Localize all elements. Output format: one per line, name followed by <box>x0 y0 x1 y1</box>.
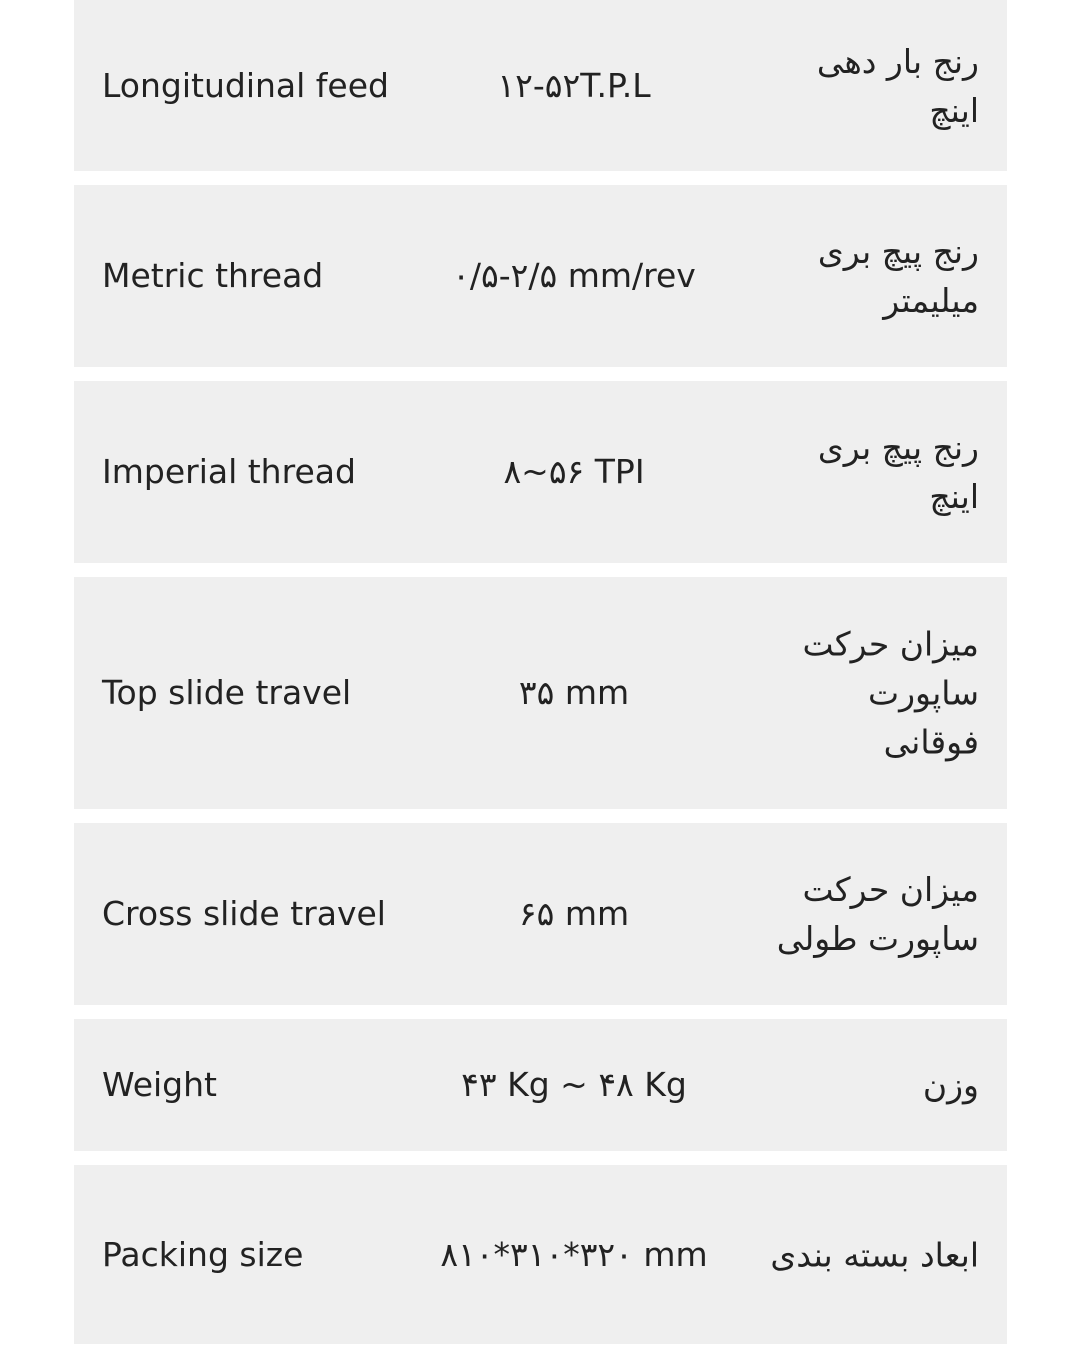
spec-label-fa: رنج پیچ بری اینچ <box>817 428 979 516</box>
spec-row-weight <box>74 1019 1007 1151</box>
spec-value: ۰/۵-۲/۵ mm/rev <box>452 256 696 296</box>
spec-label-en: Top slide travel <box>102 673 352 713</box>
spec-row-metric-thread <box>74 185 1007 367</box>
spec-value: ۶۵ mm <box>518 894 630 934</box>
spec-label-en: Cross slide travel <box>102 894 386 934</box>
spec-row-packing-size <box>74 1165 1007 1344</box>
spec-row-imperial-thread <box>74 381 1007 563</box>
spec-value: ۱۲-۵۲T.P.L <box>497 65 651 105</box>
spec-value: ۴۳ Kg ~ ۴۸ Kg <box>461 1065 687 1105</box>
spec-label-en: Metric thread <box>102 256 324 296</box>
spec-label-en: Weight <box>102 1065 217 1105</box>
spec-row-longitudinal-feed <box>74 0 1007 171</box>
spec-value: ۸~۵۶ TPI <box>503 452 645 492</box>
spec-label-fa: ابعاد بسته بندی <box>770 1235 979 1274</box>
spec-label-fa: وزن <box>922 1065 979 1105</box>
spec-label-en: Imperial thread <box>102 452 356 492</box>
spec-row-top-slide-travel <box>74 577 1007 809</box>
spec-table <box>74 0 1007 1358</box>
spec-label-fa: میزان حرکت ساپورت طولی <box>776 870 979 958</box>
spec-label-en: Packing size <box>102 1234 304 1274</box>
spec-label-en: Longitudinal feed <box>102 65 389 105</box>
spec-label-fa: رنج بار دهی اینچ <box>816 41 979 130</box>
spec-value: ۸۱۰*۳۱۰*۳۲۰ mm <box>440 1234 708 1274</box>
spec-value: ۳۵ mm <box>518 673 630 713</box>
spec-label-fa: میزان حرکت ساپورت فوقانی <box>802 624 979 762</box>
spec-label-fa: رنج پیچ بری میلیمتر <box>817 232 979 320</box>
spec-row-cross-slide-travel <box>74 823 1007 1005</box>
